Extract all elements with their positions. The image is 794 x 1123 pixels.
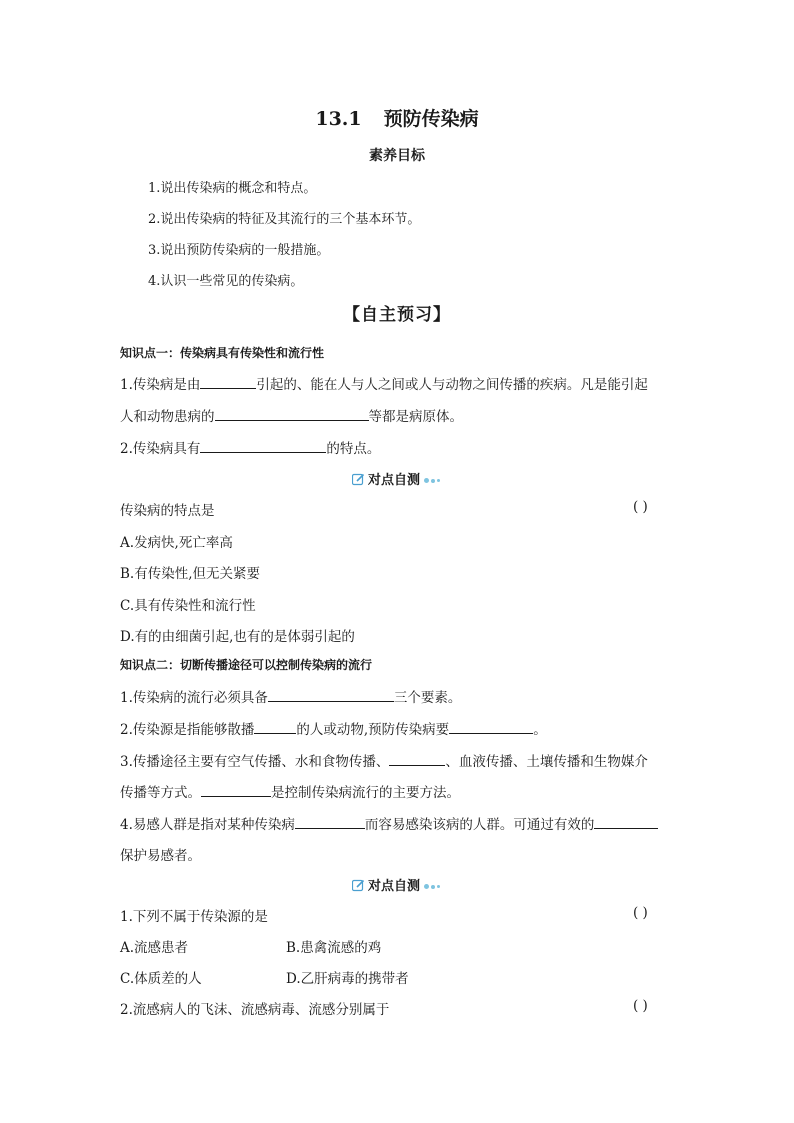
goals-heading: 素养目标 xyxy=(369,148,425,164)
question-line: 2.传染源是指能够散播 的人或动物,预防传染病要 。 xyxy=(120,718,547,738)
question-stem: 1.下列不属于传染源的是 xyxy=(120,909,268,925)
question-stem: 2.流感病人的飞沫、流感病毒、流感分别属于 xyxy=(120,1002,390,1018)
option-c: C.具有传染性和流行性 xyxy=(120,598,256,614)
question-stem: 传染病的特点是 xyxy=(120,503,215,519)
answer-blank[interactable] xyxy=(200,438,326,453)
answer-blank[interactable] xyxy=(254,719,296,734)
chapter-title: 预防传染病 xyxy=(383,108,479,130)
option-b: B.患禽流感的鸡 xyxy=(286,940,382,956)
goal-item: 4.认识一些常见的传染病。 xyxy=(148,274,304,289)
answer-blank[interactable] xyxy=(594,814,658,829)
knowledge-point-heading: 知识点一：传染病具有传染性和流行性 xyxy=(120,346,325,360)
pencil-icon xyxy=(352,473,365,486)
chapter-number: 13.1 xyxy=(315,108,362,130)
answer-paren[interactable]: ( ) xyxy=(633,905,648,921)
question-line: 3.传播途径主要有空气传播、水和食物传播、 、血液传播、土壤传播和生物媒介 xyxy=(120,750,648,770)
question-line: 2.传染病具有 的特点。 xyxy=(120,437,380,457)
answer-blank[interactable] xyxy=(215,406,369,421)
answer-paren[interactable]: ( ) xyxy=(633,499,648,515)
answer-blank[interactable] xyxy=(200,374,256,389)
question-line: 人和动物患病的 等都是病原体。 xyxy=(120,405,463,425)
answer-paren[interactable]: ( ) xyxy=(633,998,648,1014)
option-row xyxy=(120,936,520,956)
answer-blank[interactable] xyxy=(295,814,365,829)
section-title: 【自主预习】 xyxy=(343,305,451,325)
answer-blank[interactable] xyxy=(201,782,271,797)
option-b: B.有传染性,但无关紧要 xyxy=(120,566,261,582)
question-line: 4.易感人群是指对某种传染病 而容易感染该病的人群。可通过有效的 xyxy=(120,813,658,833)
answer-blank[interactable] xyxy=(449,719,533,734)
self-test-banner: 对点自测 xyxy=(0,469,794,488)
dots-icon xyxy=(424,879,442,894)
self-test-banner: 对点自测 xyxy=(0,875,794,894)
question-line: 1.传染病是由 引起的、能在人与人之间或人与动物之间传播的疾病。凡是能引起 xyxy=(120,373,648,393)
answer-blank[interactable] xyxy=(389,751,445,766)
question-line: 传播等方式。 是控制传染病流行的主要方法。 xyxy=(120,781,460,801)
option-d: D.有的由细菌引起,也有的是体弱引起的 xyxy=(120,629,355,645)
page-title xyxy=(0,104,794,131)
option-c: C.体质差的人 xyxy=(120,971,202,987)
question-line: 1.传染病的流行必须具备 三个要素。 xyxy=(120,686,461,706)
goal-item: 3.说出预防传染病的一般措施。 xyxy=(148,243,330,258)
knowledge-point-heading: 知识点二：切断传播途径可以控制传染病的流行 xyxy=(120,658,373,672)
pencil-icon xyxy=(352,879,365,892)
option-a: A.发病快,死亡率高 xyxy=(120,535,233,551)
goal-item: 2.说出传染病的特征及其流行的三个基本环节。 xyxy=(148,212,421,227)
dots-icon xyxy=(424,473,442,488)
question-line: 保护易感者。 xyxy=(120,848,201,864)
option-d: D.乙肝病毒的携带者 xyxy=(286,971,409,987)
goal-item: 1.说出传染病的概念和特点。 xyxy=(148,181,317,196)
option-row xyxy=(120,967,520,987)
option-a: A.流感患者 xyxy=(120,940,189,956)
answer-blank[interactable] xyxy=(268,687,394,702)
